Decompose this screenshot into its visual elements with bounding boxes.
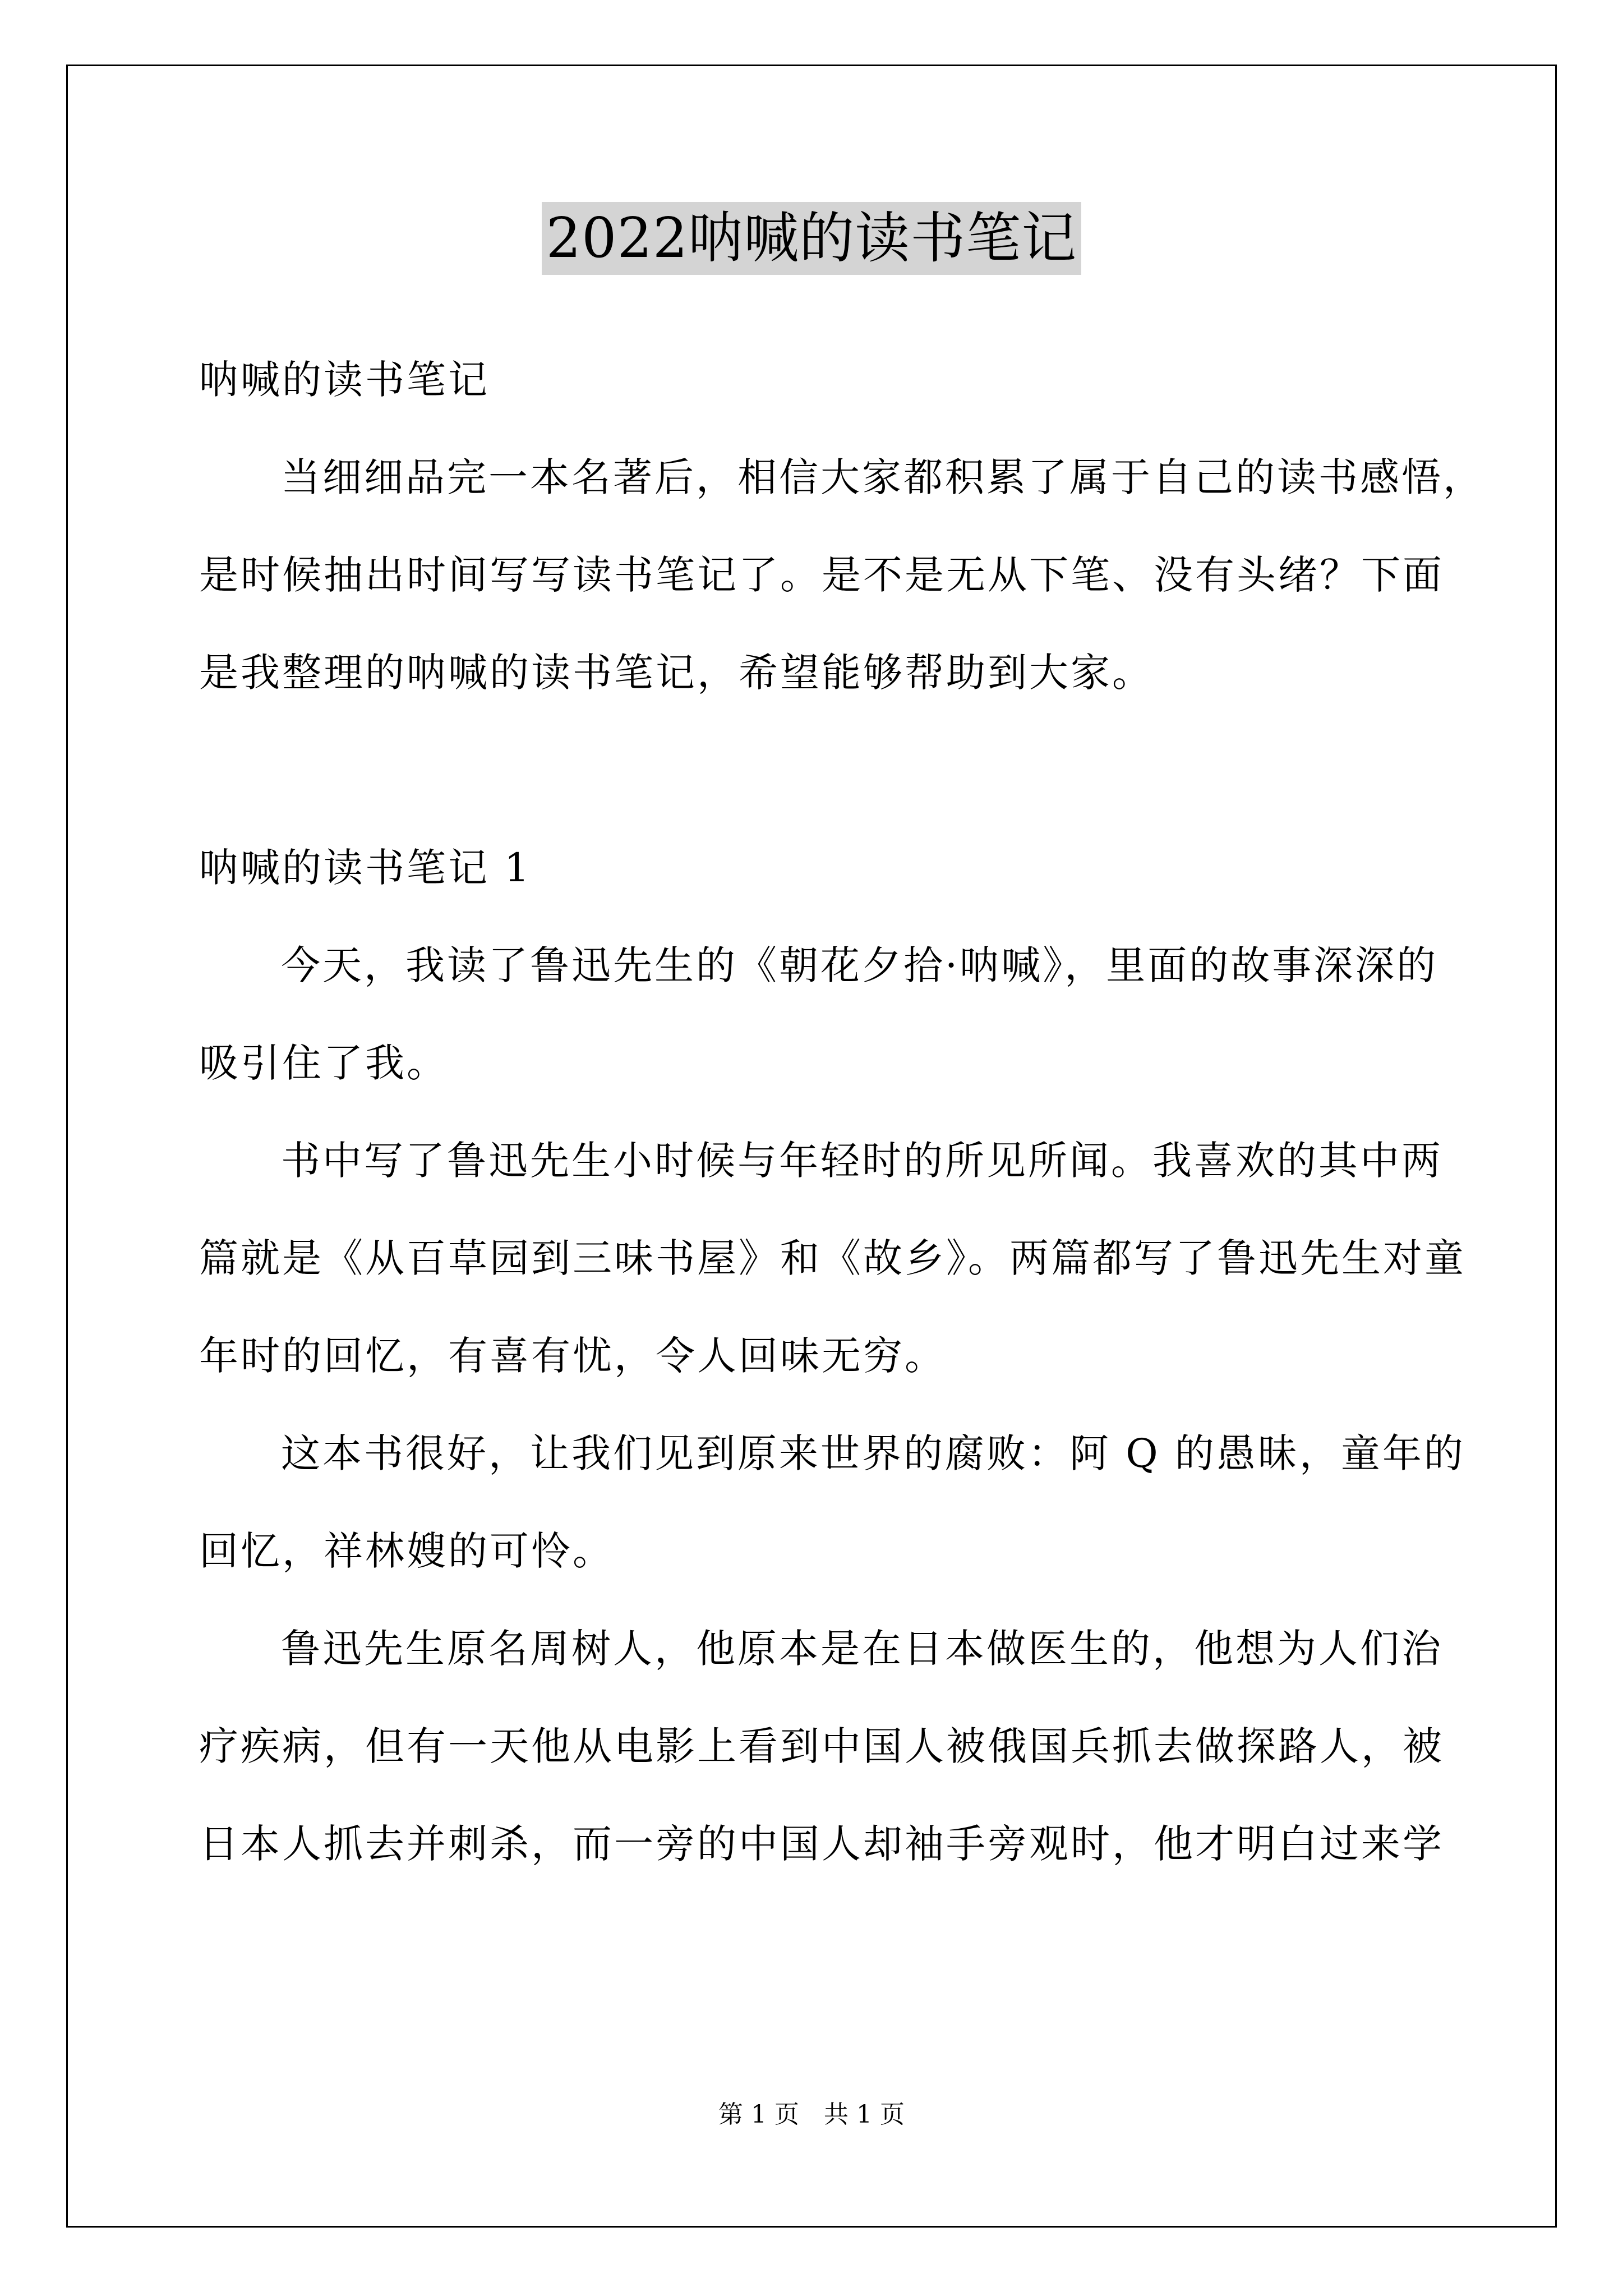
paragraph-line: 鲁迅先生原名周树人，他原本是在日本做医生的，他想为人们治 (281, 1626, 1443, 1672)
paragraph-line: 篇就是《从百草园到三味书屋》和《故乡》。两篇都写了鲁迅先生对童 (199, 1235, 1466, 1281)
document-body (199, 331, 1484, 1893)
paragraph-line: 年时的回忆，有喜有忧，令人回味无穷。 (199, 1333, 946, 1379)
document-title: 2022呐喊的读书笔记 (542, 202, 1081, 275)
paragraph-line: 吸引住了我。 (199, 1040, 448, 1086)
paragraph-line: 书中写了鲁迅先生小时候与年轻时的所见所闻。我喜欢的其中两 (281, 1138, 1443, 1184)
section-heading: 呐喊的读书笔记 1 (199, 845, 532, 891)
section-heading: 呐喊的读书笔记 (199, 357, 490, 403)
paragraph-line: 是时候抽出时间写写读书笔记了。是不是无从下笔、没有头绪？下面 (199, 552, 1444, 598)
page-footer: 第 1 页 共 1 页 (718, 2100, 905, 2129)
title-container (0, 202, 1623, 275)
paragraph-line: 今天，我读了鲁迅先生的《朝花夕拾·呐喊》，里面的故事深深的 (281, 942, 1438, 988)
paragraph-line: 这本书很好，让我们见到原来世界的腐败：阿 Q 的愚昧，童年的 (281, 1430, 1465, 1476)
paragraph-line: 回忆，祥林嫂的可怜。 (199, 1528, 614, 1574)
paragraph-line: 疗疾病，但有一天他从电影上看到中国人被俄国兵抓去做探路人，被 (199, 1723, 1444, 1769)
paragraph-line: 当细细品完一本名著后，相信大家都积累了属于自己的读书感悟， (281, 454, 1484, 500)
blank-gap (199, 721, 1433, 819)
paragraph-line: 日本人抓去并刺杀，而一旁的中国人却袖手旁观时，他才明白过来学 (199, 1821, 1444, 1867)
paragraph-line: 是我整理的呐喊的读书笔记，希望能够帮助到大家。 (199, 650, 1154, 696)
